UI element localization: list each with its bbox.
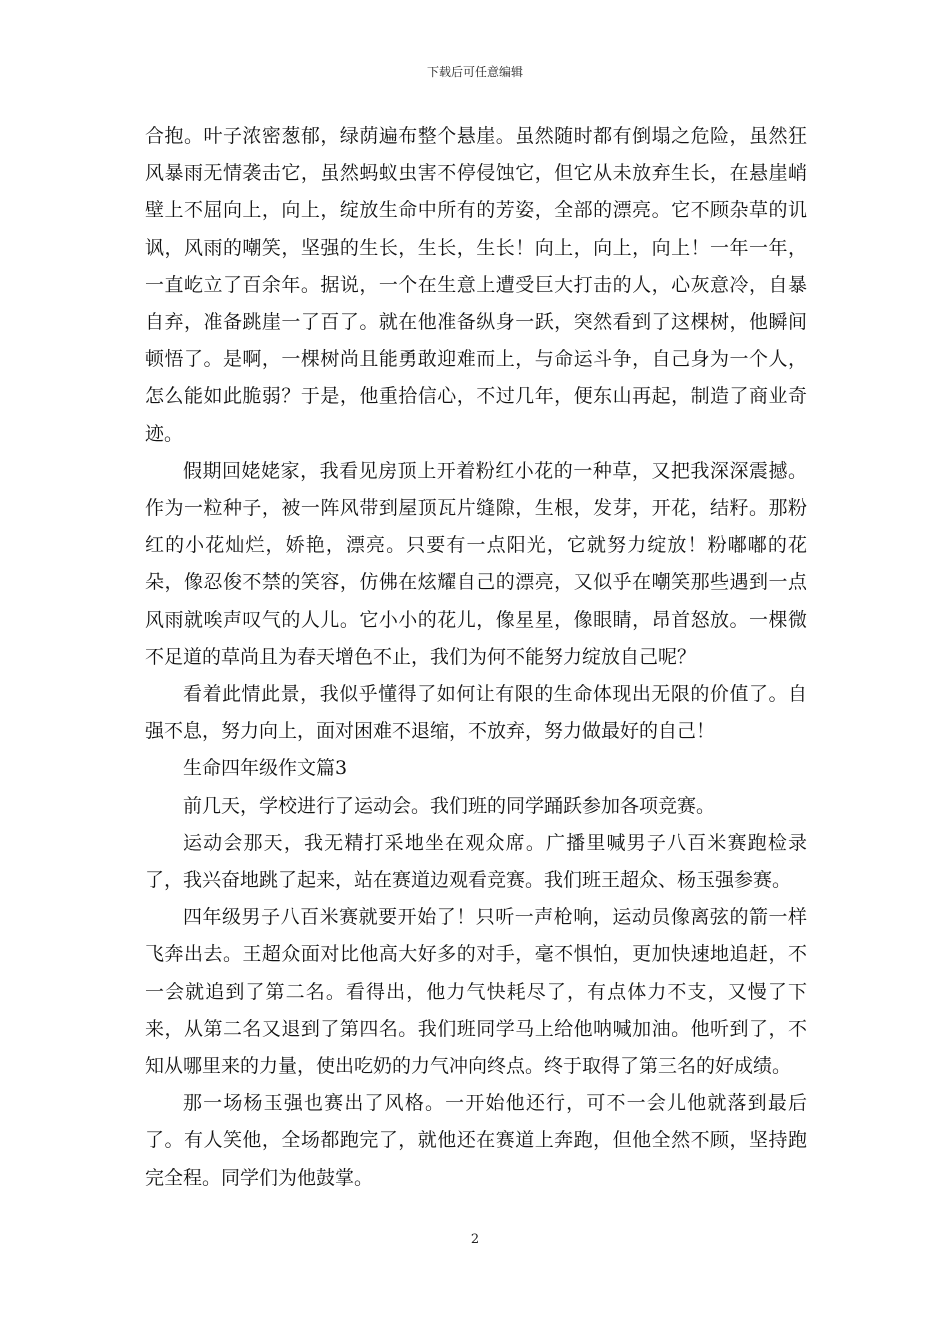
paragraph-race: 四年级男子八百米赛就要开始了！只听一声枪响，运动员像离弦的箭一样飞奔出去。王超众面对比他高大好多的对手，毫不惧怕，更加快速地追赶，不一会就追到了第二名。看得出，他力气快耗尽了，有点体力不支，又慢了下来，从第二名又退到了第四名。我们班同学马上给他呐喊加油。他听到了，不知从哪里来的力量，使出吃奶的力气冲向终点。终于取得了第三名的好成绩。 [145,906,807,1078]
paragraph-yang-yuqiang: 那一场杨玉强也赛出了风格。一开始他还行，可不一会儿他就落到最后了。有人笑他，全场都跑完了，就他还在赛道上奔跑，但他全然不顾，坚持跑完全程。同学们为他鼓掌。 [145,1092,807,1189]
paragraph-continuation: 合抱。叶子浓密葱郁，绿荫遍布整个悬崖。虽然随时都有倒塌之危险，虽然狂风暴雨无情袭击它，虽然蚂蚁虫害不停侵蚀它，但它从未放弃生长，在悬崖峭壁上不屈向上，向上，绽放生命中所有的芳姿，全部的漂亮。它不顾杂草的讥讽，风雨的嘲笑，坚强的生长，生长，生长！向上，向上，向上！一年一年，一直屹立了百余年。据说，一个在生意上遭受巨大打击的人，心灰意冷，自暴自弃，准备跳崖一了百了。就在他准备纵身一跃，突然看到了这棵树，他瞬间顿悟了。是啊，一棵树尚且能勇敢迎难而上，与命运斗争，自己身为一个人，怎么能如此脆弱？于是，他重拾信心，不过几年，便东山再起，制造了商业奇迹。 [145,125,807,445]
essay-heading: 生命四年级作文篇3 [183,757,348,780]
page-number: 2 [470,1232,480,1247]
page-header: 下载后可任意编辑 [426,65,523,79]
paragraph-sports-meet: 前几天，学校进行了运动会。我们班的同学踊跃参加各项竞赛。 [183,794,716,817]
paragraph-reflection: 看着此情此景，我似乎懂得了如何让有限的生命体现出无限的价值了。自强不息，努力向上，面对困难不退缩，不放弃，努力做最好的自己！ [145,683,807,743]
paragraph-sports-day: 运动会那天，我无精打采地坐在观众席。广播里喊男子八百米赛跑检录了，我兴奋地跳了起来，站在赛道边观看竞赛。我们班王超众、杨玉强参赛。 [145,831,807,892]
paragraph-grass-roof: 假期回姥姥家，我看见房顶上开着粉红小花的一种草，又把我深深震撼。作为一粒种子，被一阵风带到屋顶瓦片缝隙，生根，发芽，开花，结籽。那粉红的小花灿烂，娇艳，漂亮。只要有一点阳光，它就努力绽放！粉嘟嘟的花朵，像忍俊不禁的笑容，仿佛在炫耀自己的漂亮，又似乎在嘲笑那些遇到一点风雨就唉声叹气的人儿。它小小的花儿，像星星，像眼睛，昂首怒放。一棵微不足道的草尚且为春天增色不止，我们为何不能努力绽放自己呢？ [145,459,807,668]
document-body [145,118,807,1197]
